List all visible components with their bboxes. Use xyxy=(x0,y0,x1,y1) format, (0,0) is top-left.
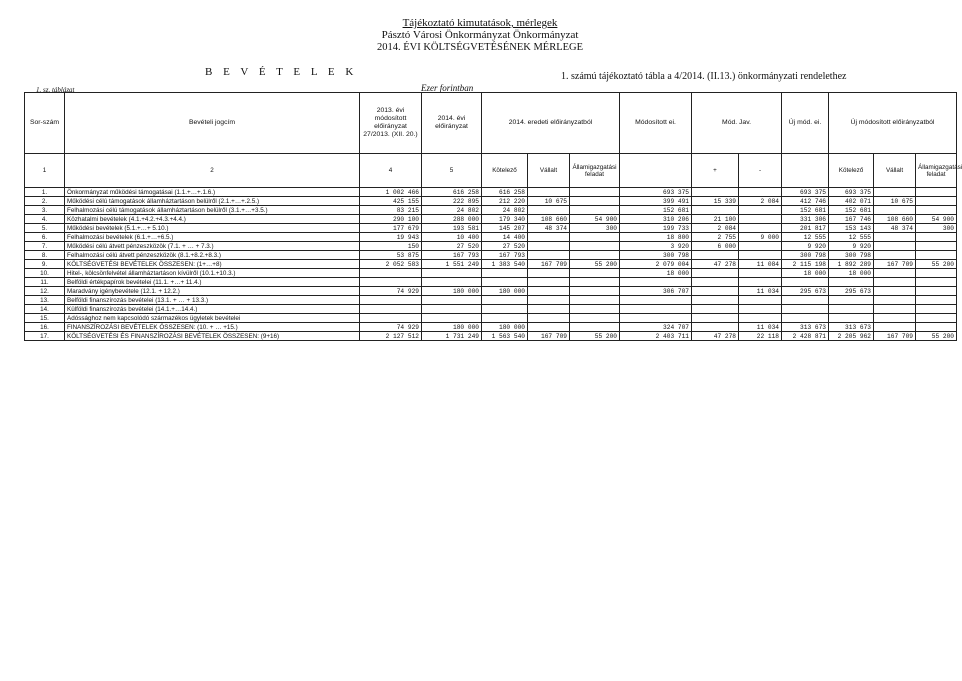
cell-v2013 xyxy=(360,296,422,305)
table-row xyxy=(25,242,957,251)
cell-v2013: 2 127 512 xyxy=(360,332,422,341)
cell-uj xyxy=(782,314,829,323)
cell-minus: 11 084 xyxy=(739,260,782,269)
cell-no: 5. xyxy=(25,224,65,233)
cell-mod: 324 707 xyxy=(620,323,692,332)
cell-minus: 9 000 xyxy=(739,233,782,242)
cell-plus xyxy=(692,206,739,215)
cell-all xyxy=(570,296,620,305)
cell-plus: 15 339 xyxy=(692,197,739,206)
cell-v2013: 1 002 466 xyxy=(360,188,422,197)
cell-label: Közhatalmi bevételek (4.1.+4.2.+4.3.+4.4.) xyxy=(65,215,360,224)
table-row xyxy=(25,197,957,206)
cell-uall xyxy=(916,296,957,305)
cell-no: 14. xyxy=(25,305,65,314)
cell-label: Felhalmozási bevételek (6.1.+…+6.5.) xyxy=(65,233,360,242)
cell-uval: 48 374 xyxy=(874,224,916,233)
cell-v2013: 177 679 xyxy=(360,224,422,233)
cell-uall xyxy=(916,251,957,260)
sub-5: 5 xyxy=(422,154,482,188)
cell-kot: 616 258 xyxy=(482,188,528,197)
cell-plus: 2 084 xyxy=(692,224,739,233)
cell-mod xyxy=(620,296,692,305)
cell-minus: 11 034 xyxy=(739,287,782,296)
cell-v2014: 180 000 xyxy=(422,287,482,296)
cell-no: 6. xyxy=(25,233,65,242)
cell-minus xyxy=(739,305,782,314)
cell-uj: 412 746 xyxy=(782,197,829,206)
cell-minus xyxy=(739,296,782,305)
cell-v2013: 74 929 xyxy=(360,287,422,296)
cell-uval xyxy=(874,269,916,278)
cell-kot: 24 802 xyxy=(482,206,528,215)
cell-uj: 2 115 198 xyxy=(782,260,829,269)
cell-uj: 295 673 xyxy=(782,287,829,296)
cell-plus xyxy=(692,314,739,323)
cell-uj: 313 673 xyxy=(782,323,829,332)
balance-table xyxy=(24,92,962,341)
sub-modositott-empty xyxy=(620,154,692,188)
table-row xyxy=(25,278,957,287)
cell-val xyxy=(528,269,570,278)
cell-mod xyxy=(620,314,692,323)
cell-uall xyxy=(916,287,957,296)
cell-uj: 152 681 xyxy=(782,206,829,215)
cell-kot: 167 793 xyxy=(482,251,528,260)
cell-ukot: 152 681 xyxy=(829,206,874,215)
cell-kot: 180 000 xyxy=(482,287,528,296)
cell-no: 8. xyxy=(25,251,65,260)
cell-uall: 54 900 xyxy=(916,215,957,224)
cell-plus: 47 278 xyxy=(692,332,739,341)
title-line-1: Tájékoztató kimutatások, mérlegek xyxy=(402,17,558,29)
col-eredeti: 2014. eredeti előirányzatból xyxy=(482,93,620,154)
cell-uj: 693 375 xyxy=(782,188,829,197)
cell-val xyxy=(528,206,570,215)
cell-ukot xyxy=(829,314,874,323)
cell-uval: 167 709 xyxy=(874,332,916,341)
cell-all xyxy=(570,206,620,215)
sub-kotelezo: Kötelező xyxy=(482,154,528,188)
cell-val xyxy=(528,323,570,332)
cell-ukot xyxy=(829,278,874,287)
cell-mod: 199 733 xyxy=(620,224,692,233)
cell-v2013: 2 052 583 xyxy=(360,260,422,269)
cell-v2014: 222 895 xyxy=(422,197,482,206)
table-body xyxy=(25,188,957,341)
cell-no: 17. xyxy=(25,332,65,341)
cell-label: FINANSZÍROZÁSI BEVÉTELEK ÖSSZESEN: (10. + … +15.) xyxy=(65,323,360,332)
cell-label: Külföldi finanszírozás bevételei (14.1.+…14.4.) xyxy=(65,305,360,314)
cell-label: Belföldi értékpapírok bevételei (11.1. +…+ 11.4.) xyxy=(65,278,360,287)
cell-v2014: 180 000 xyxy=(422,323,482,332)
col-ujmodositott: Új módosított előirányzatból xyxy=(829,93,957,154)
cell-minus: 22 118 xyxy=(739,332,782,341)
cell-uval xyxy=(874,314,916,323)
cell-uall xyxy=(916,278,957,287)
cell-uall xyxy=(916,323,957,332)
title-line-3: 2014. ÉVI KÖLTSÉGVETÉSÉNEK MÉRLEGE xyxy=(376,42,584,53)
cell-no: 9. xyxy=(25,260,65,269)
cell-minus xyxy=(739,278,782,287)
cell-uj xyxy=(782,278,829,287)
cell-val: 10 675 xyxy=(528,197,570,206)
sub-4: 4 xyxy=(360,154,422,188)
cell-uall xyxy=(916,233,957,242)
cell-uj: 12 555 xyxy=(782,233,829,242)
cell-mod: 3 920 xyxy=(620,242,692,251)
cell-uj: 201 817 xyxy=(782,224,829,233)
title-line-2: Pásztó Városi Önkormányzat Önkormányzat xyxy=(381,29,579,41)
sub-2: 2 xyxy=(65,154,360,188)
cell-v2014: 1 551 249 xyxy=(422,260,482,269)
cell-uval xyxy=(874,206,916,215)
cell-ukot: 313 673 xyxy=(829,323,874,332)
cell-val xyxy=(528,305,570,314)
cell-minus xyxy=(739,215,782,224)
cell-v2013: 83 215 xyxy=(360,206,422,215)
cell-uall xyxy=(916,242,957,251)
cell-ukot: 295 673 xyxy=(829,287,874,296)
cell-all xyxy=(570,269,620,278)
cell-v2013 xyxy=(360,278,422,287)
cell-no: 2. xyxy=(25,197,65,206)
cell-uall xyxy=(916,314,957,323)
cell-mod xyxy=(620,278,692,287)
cell-all xyxy=(570,242,620,251)
col-modositott: Módosított ei. xyxy=(620,93,692,154)
cell-label: Maradvány igénybevétele (12.1. + 12.2.) xyxy=(65,287,360,296)
cell-plus: 21 100 xyxy=(692,215,739,224)
table-row xyxy=(25,305,957,314)
cell-v2014: 24 802 xyxy=(422,206,482,215)
cell-mod: 18 000 xyxy=(620,269,692,278)
cell-ukot: 167 746 xyxy=(829,215,874,224)
sub-allamig: Államigazgatási feladat xyxy=(570,154,620,188)
sub-kotelezo-2: Kötelező xyxy=(829,154,874,188)
cell-all xyxy=(570,233,620,242)
sub-plus: + xyxy=(692,154,739,188)
cell-uall xyxy=(916,305,957,314)
cell-uj: 9 920 xyxy=(782,242,829,251)
cell-mod: 2 403 711 xyxy=(620,332,692,341)
cell-v2013: 53 875 xyxy=(360,251,422,260)
cell-val xyxy=(528,296,570,305)
cell-uj: 331 306 xyxy=(782,215,829,224)
cell-label: Önkormányzat működési támogatásai (1.1.+…+.1.6.) xyxy=(65,188,360,197)
cell-kot: 180 000 xyxy=(482,323,528,332)
cell-label: Felhalmozási célú átvett pénzeszközök (8.1.+8.2.+8.3.) xyxy=(65,251,360,260)
cell-uall: 300 xyxy=(916,224,957,233)
cell-val: 167 709 xyxy=(528,260,570,269)
cell-no: 12. xyxy=(25,287,65,296)
cell-v2014 xyxy=(422,296,482,305)
cell-ukot: 18 000 xyxy=(829,269,874,278)
unit-label: Ezer forintban xyxy=(421,83,474,93)
col-2013: 2013. évi módosított előirányzat 27/2013. (XII. 20.) xyxy=(360,93,422,154)
cell-uj xyxy=(782,296,829,305)
cell-val xyxy=(528,314,570,323)
cell-uval: 108 660 xyxy=(874,215,916,224)
cell-mod: 18 800 xyxy=(620,233,692,242)
cell-uval xyxy=(874,278,916,287)
cell-v2013: 290 100 xyxy=(360,215,422,224)
cell-val: 48 374 xyxy=(528,224,570,233)
cell-uval: 10 675 xyxy=(874,197,916,206)
cell-val xyxy=(528,251,570,260)
cell-v2013 xyxy=(360,305,422,314)
col-ujmod: Új mód. ei. xyxy=(782,93,829,154)
cell-uall xyxy=(916,269,957,278)
cell-v2014: 616 258 xyxy=(422,188,482,197)
table-row xyxy=(25,188,957,197)
cell-all: 55 200 xyxy=(570,260,620,269)
col-sorszam: Sor-szám xyxy=(25,93,65,154)
cell-label: Működési célú átvett pénzeszközök (7.1. + … + 7.3.) xyxy=(65,242,360,251)
cell-label: KÖLTSÉGVETÉSI BEVÉTELEK ÖSSZESEN: (1+…+8) xyxy=(65,260,360,269)
cell-no: 1. xyxy=(25,188,65,197)
cell-plus xyxy=(692,287,739,296)
cell-minus: 11 034 xyxy=(739,323,782,332)
cell-mod: 2 079 004 xyxy=(620,260,692,269)
sub-1: 1 xyxy=(25,154,65,188)
cell-ukot: 9 920 xyxy=(829,242,874,251)
cell-label: Adóssághoz nem kapcsolódó származékos ügyletek bevételei xyxy=(65,314,360,323)
cell-kot xyxy=(482,296,528,305)
table-row xyxy=(25,269,957,278)
cell-uval xyxy=(874,296,916,305)
cell-v2014: 10 400 xyxy=(422,233,482,242)
cell-minus xyxy=(739,206,782,215)
cell-v2013 xyxy=(360,269,422,278)
cell-uall xyxy=(916,206,957,215)
sub-vallalt-2: Vállalt xyxy=(874,154,916,188)
cell-all: 54 900 xyxy=(570,215,620,224)
cell-uj xyxy=(782,305,829,314)
cell-uval xyxy=(874,287,916,296)
table-number-label: 1. sz. táblázat xyxy=(36,86,75,94)
cell-minus xyxy=(739,188,782,197)
cell-all: 300 xyxy=(570,224,620,233)
cell-all xyxy=(570,323,620,332)
cell-v2013: 150 xyxy=(360,242,422,251)
cell-v2014 xyxy=(422,305,482,314)
cell-kot xyxy=(482,305,528,314)
cell-mod: 152 681 xyxy=(620,206,692,215)
col-jogcim: Bevételi jogcím xyxy=(65,93,360,154)
cell-no: 3. xyxy=(25,206,65,215)
bevetelek-heading: B E V É T E L E K xyxy=(205,66,358,78)
col-modjav: Mód. Jav. xyxy=(692,93,782,154)
cell-val: 108 660 xyxy=(528,215,570,224)
cell-minus xyxy=(739,242,782,251)
cell-all: 55 200 xyxy=(570,332,620,341)
table-row xyxy=(25,287,957,296)
cell-uval xyxy=(874,233,916,242)
table-row xyxy=(25,215,957,224)
table-row xyxy=(25,233,957,242)
cell-uval xyxy=(874,305,916,314)
cell-all xyxy=(570,314,620,323)
cell-uall xyxy=(916,188,957,197)
cell-plus xyxy=(692,278,739,287)
cell-kot xyxy=(482,278,528,287)
cell-v2014 xyxy=(422,314,482,323)
cell-minus xyxy=(739,269,782,278)
cell-plus xyxy=(692,251,739,260)
cell-mod xyxy=(620,305,692,314)
cell-kot: 1 563 540 xyxy=(482,332,528,341)
cell-val: 167 709 xyxy=(528,332,570,341)
cell-v2013: 425 155 xyxy=(360,197,422,206)
cell-plus xyxy=(692,269,739,278)
cell-v2014: 288 000 xyxy=(422,215,482,224)
cell-plus: 47 278 xyxy=(692,260,739,269)
cell-val xyxy=(528,233,570,242)
cell-no: 15. xyxy=(25,314,65,323)
cell-label: Felhalmozási célú támogatások államháztartáson belülről (3.1.+…+3.5.) xyxy=(65,206,360,215)
cell-label: Működési bevételek (5.1.+…+ 5.10.) xyxy=(65,224,360,233)
cell-ukot: 153 143 xyxy=(829,224,874,233)
table-row xyxy=(25,224,957,233)
cell-minus: 2 084 xyxy=(739,197,782,206)
cell-uj: 2 428 871 xyxy=(782,332,829,341)
cell-kot: 145 207 xyxy=(482,224,528,233)
cell-plus xyxy=(692,305,739,314)
cell-no: 13. xyxy=(25,296,65,305)
cell-mod: 310 206 xyxy=(620,215,692,224)
cell-uj: 18 000 xyxy=(782,269,829,278)
cell-uval xyxy=(874,323,916,332)
sub-vallalt: Vállalt xyxy=(528,154,570,188)
table-row xyxy=(25,314,957,323)
cell-uall xyxy=(916,197,957,206)
cell-kot: 212 220 xyxy=(482,197,528,206)
cell-v2013: 74 929 xyxy=(360,323,422,332)
cell-plus: 6 000 xyxy=(692,242,739,251)
table-row xyxy=(25,323,957,332)
cell-v2014: 193 581 xyxy=(422,224,482,233)
cell-kot: 1 383 540 xyxy=(482,260,528,269)
cell-kot: 14 400 xyxy=(482,233,528,242)
cell-plus xyxy=(692,188,739,197)
sub-ujmod-empty xyxy=(782,154,829,188)
cell-v2013: 19 943 xyxy=(360,233,422,242)
table-row xyxy=(25,332,957,341)
cell-label: Hitel-, kölcsönfelvétel államháztartáson kívülről (10.1.+10.3.) xyxy=(65,269,360,278)
cell-no: 10. xyxy=(25,269,65,278)
cell-uall: 55 200 xyxy=(916,332,957,341)
cell-all xyxy=(570,251,620,260)
cell-plus: 2 755 xyxy=(692,233,739,242)
table-row xyxy=(25,260,957,269)
cell-v2013 xyxy=(360,314,422,323)
cell-ukot: 1 892 289 xyxy=(829,260,874,269)
cell-minus xyxy=(739,224,782,233)
cell-kot xyxy=(482,314,528,323)
cell-ukot: 12 555 xyxy=(829,233,874,242)
cell-no: 4. xyxy=(25,215,65,224)
cell-uval xyxy=(874,242,916,251)
cell-v2014: 167 793 xyxy=(422,251,482,260)
cell-plus xyxy=(692,323,739,332)
cell-ukot xyxy=(829,305,874,314)
cell-kot: 179 340 xyxy=(482,215,528,224)
cell-mod: 300 798 xyxy=(620,251,692,260)
sub-allamig-2: Államigazgatási feladat xyxy=(916,154,957,188)
cell-v2014 xyxy=(422,278,482,287)
cell-uj: 300 798 xyxy=(782,251,829,260)
cell-ukot: 2 205 962 xyxy=(829,332,874,341)
cell-no: 7. xyxy=(25,242,65,251)
cell-ukot: 693 375 xyxy=(829,188,874,197)
cell-v2014: 27 520 xyxy=(422,242,482,251)
cell-uval xyxy=(874,188,916,197)
cell-minus xyxy=(739,314,782,323)
cell-label: Belföldi finanszírozás bevételei (13.1. + … + 13.3.) xyxy=(65,296,360,305)
cell-ukot: 300 798 xyxy=(829,251,874,260)
cell-uval: 167 709 xyxy=(874,260,916,269)
cell-v2014 xyxy=(422,269,482,278)
cell-label: Működési célú támogatások államháztartáson belülről (2.1.+…+.2.5.) xyxy=(65,197,360,206)
cell-ukot xyxy=(829,296,874,305)
cell-no: 16. xyxy=(25,323,65,332)
cell-ukot: 402 071 xyxy=(829,197,874,206)
cell-all xyxy=(570,287,620,296)
table-row xyxy=(25,251,957,260)
cell-no: 11. xyxy=(25,278,65,287)
cell-plus xyxy=(692,296,739,305)
cell-mod: 693 375 xyxy=(620,188,692,197)
cell-kot xyxy=(482,269,528,278)
cell-val xyxy=(528,287,570,296)
cell-all xyxy=(570,188,620,197)
cell-val xyxy=(528,242,570,251)
cell-mod: 306 707 xyxy=(620,287,692,296)
cell-all xyxy=(570,305,620,314)
regulation-reference: 1. számú tájékoztató tábla a 4/2014. (II.13.) önkormányzati rendelethez xyxy=(561,71,847,82)
cell-all xyxy=(570,278,620,287)
cell-label: KÖLTSÉGVETÉSI ÉS FINANSZÍROZÁSI BEVÉTELEK ÖSSZESEN: (9+16) xyxy=(65,332,360,341)
sub-minus: - xyxy=(739,154,782,188)
cell-minus xyxy=(739,251,782,260)
cell-all xyxy=(570,197,620,206)
table-row xyxy=(25,296,957,305)
cell-uval xyxy=(874,251,916,260)
col-2014: 2014. évi előirányzat xyxy=(422,93,482,154)
cell-uall: 55 200 xyxy=(916,260,957,269)
cell-mod: 399 491 xyxy=(620,197,692,206)
table-row xyxy=(25,206,957,215)
cell-kot: 27 520 xyxy=(482,242,528,251)
cell-v2014: 1 731 249 xyxy=(422,332,482,341)
cell-val xyxy=(528,278,570,287)
cell-val xyxy=(528,188,570,197)
